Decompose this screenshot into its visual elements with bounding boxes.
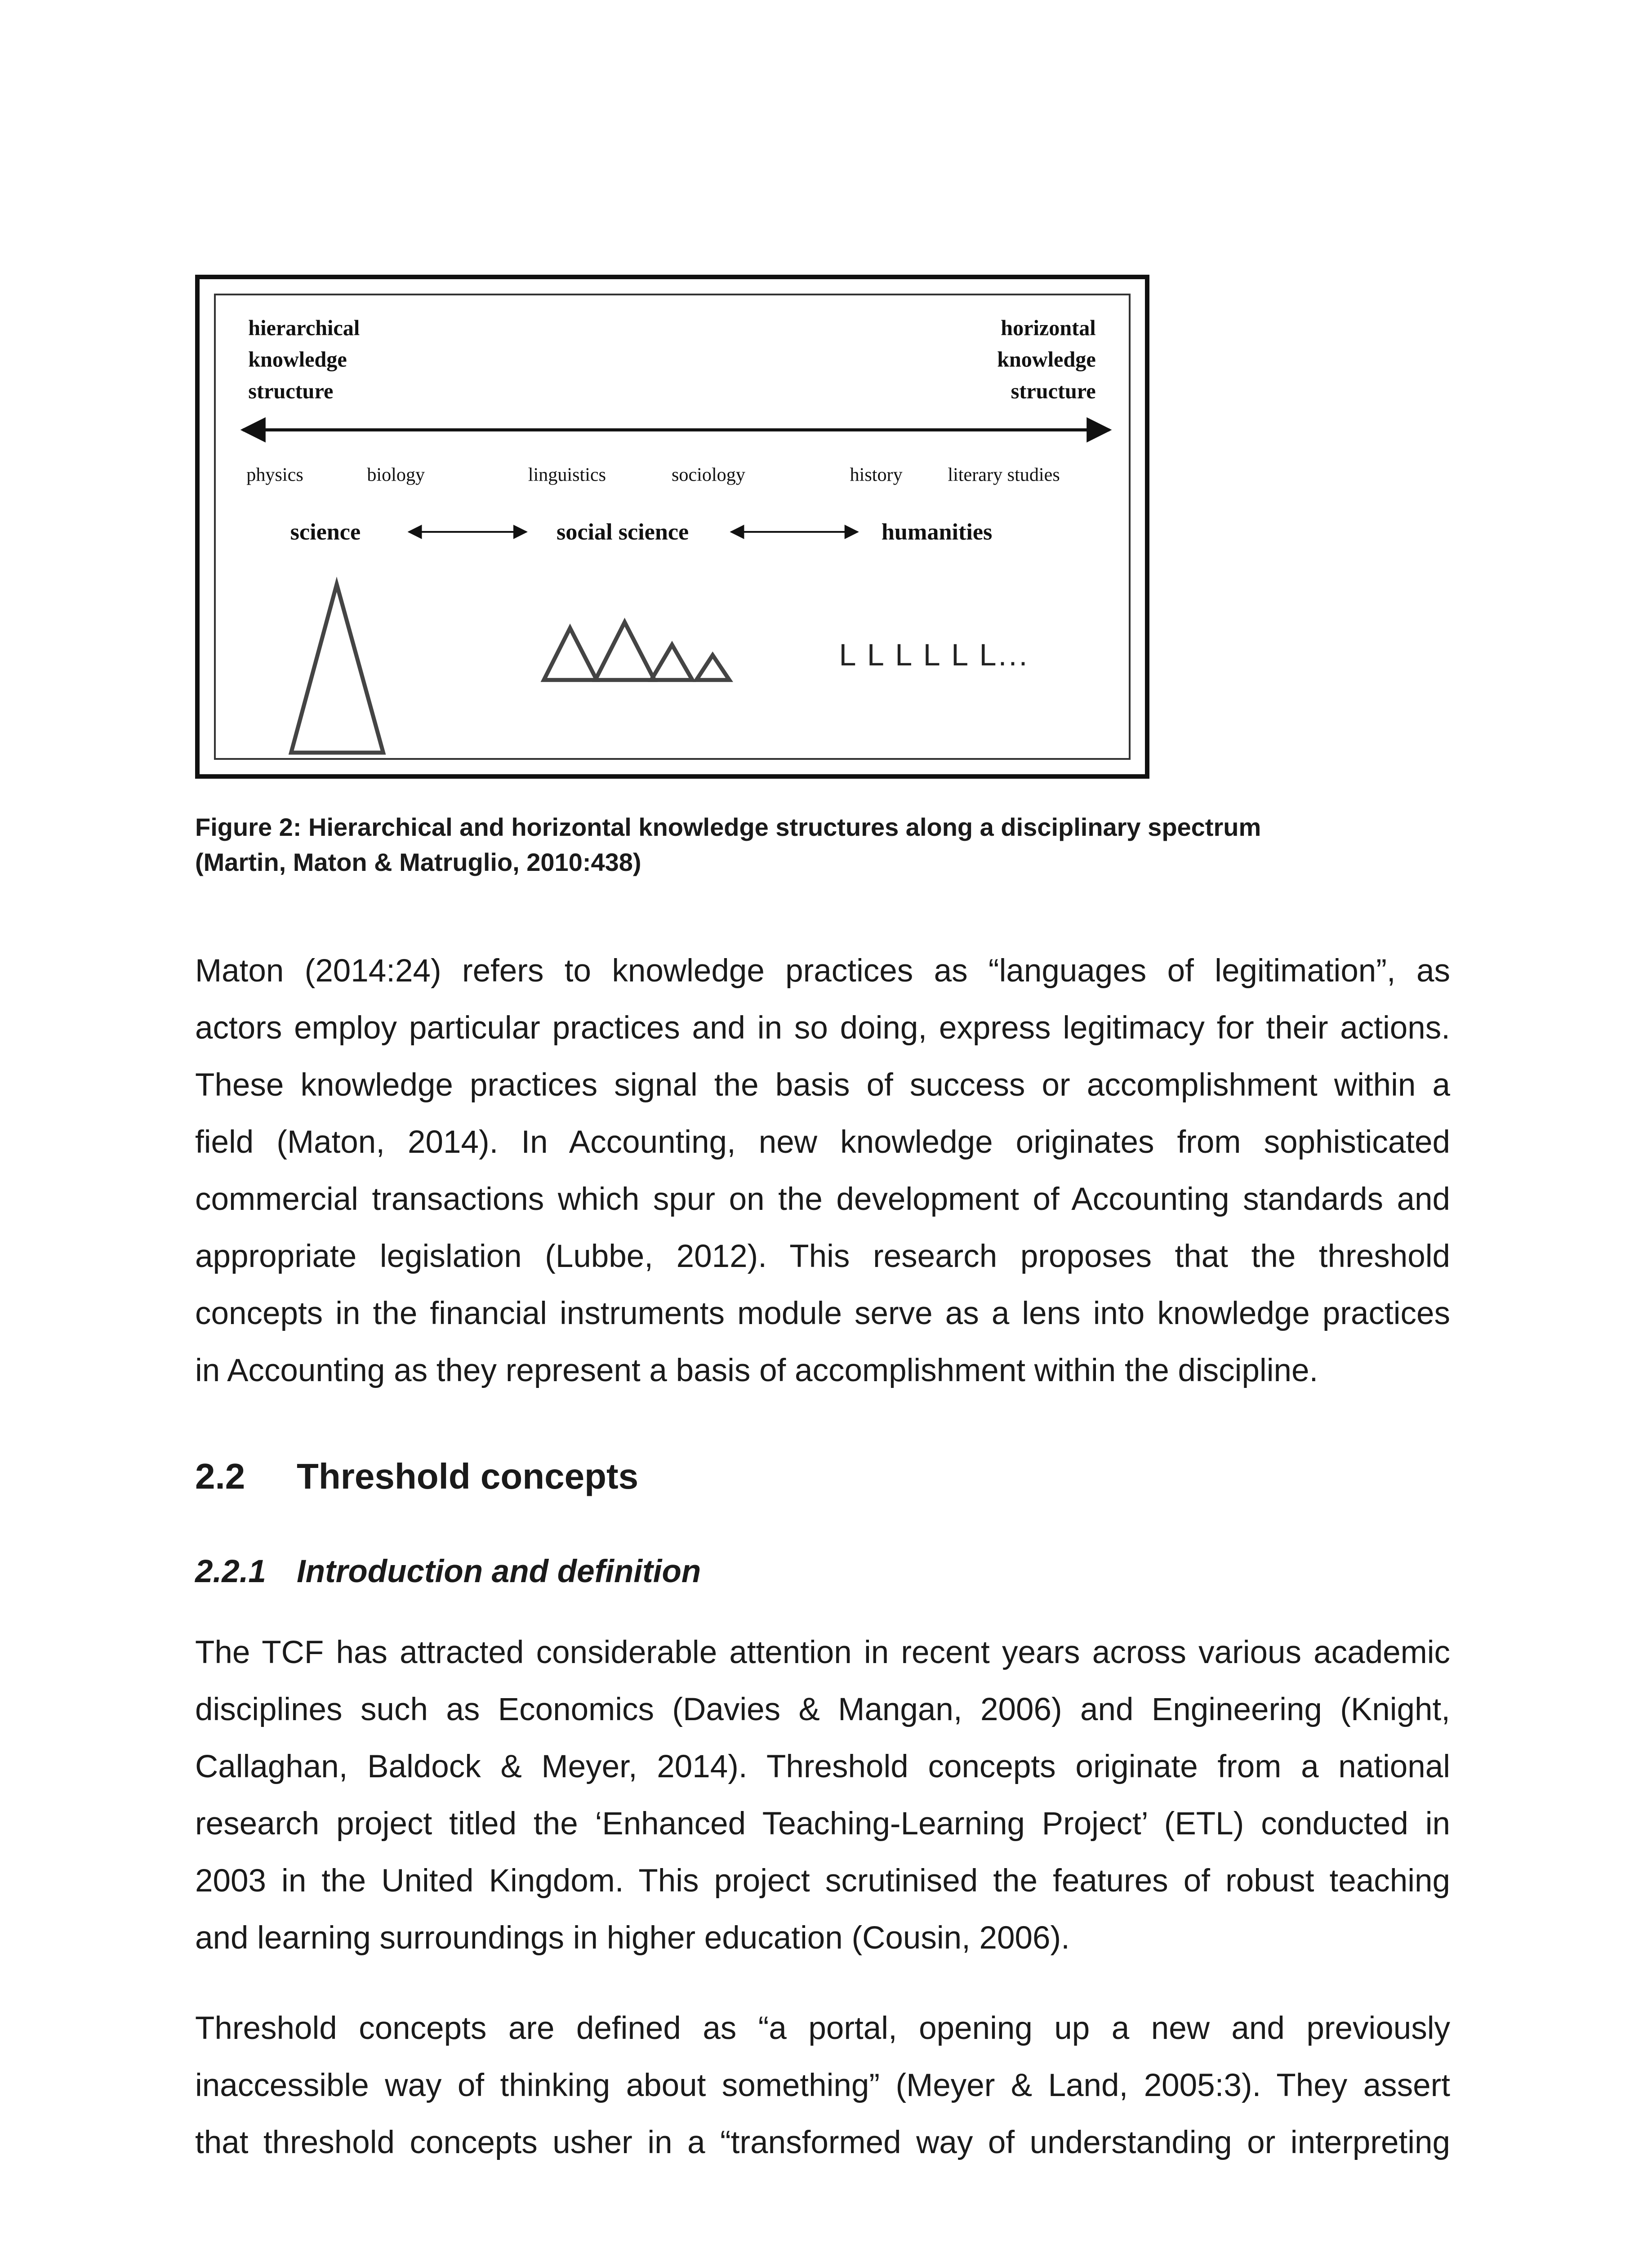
social-triangle-1 — [544, 628, 597, 680]
social-science-triangles — [544, 622, 730, 680]
text-line: Callaghan, Baldock & Meyer, 2014). Threshold concepts originate from a national — [195, 1749, 1450, 1784]
subsection-title: Introduction and definition — [297, 1554, 701, 1589]
figure-inner-border — [214, 294, 1131, 760]
text-line: commercial transactions which spur on the development of Accounting standards and — [195, 1182, 1450, 1217]
text-line: Threshold concepts are defined as “a portal, opening up a new and previously — [195, 2011, 1450, 2046]
text-line: and learning surroundings in higher education (Cousin, 2006). — [195, 1920, 1070, 1956]
discipline-literary-studies: literary studies — [948, 464, 1060, 486]
social-triangle-4 — [696, 655, 729, 680]
right-heading-line3: structure — [1011, 379, 1096, 403]
social-triangle-3 — [651, 645, 692, 680]
knowledge-structures-diagram — [216, 295, 1129, 758]
subsection-heading — [195, 1553, 701, 1590]
text-line: 2003 in the United Kingdom. This project scrutinised the features of robust teaching — [195, 1863, 1450, 1899]
social-triangle-2 — [595, 622, 655, 680]
text-line: concepts in the financial instruments module serve as a lens into knowledge practices — [195, 1296, 1450, 1331]
text-line: in Accounting as they represent a basis of accomplishment within the discipline. — [195, 1353, 1318, 1388]
text-line: actors employ particular practices and in so doing, express legitimacy for their actions. — [195, 1010, 1450, 1046]
field-science: science — [290, 519, 361, 545]
section-title: Threshold concepts — [297, 1456, 639, 1496]
paragraph-definition — [195, 2000, 1450, 2171]
humanities-segments: L L L L L L... — [839, 638, 1029, 673]
text-line: disciplines such as Economics (Davies & Mangan, 2006) and Engineering (Knight, — [195, 1692, 1450, 1727]
text-line: that threshold concepts usher in a “transformed way of understanding or interpreting — [195, 2125, 1450, 2160]
right-heading-line2: knowledge — [997, 348, 1096, 372]
text-line: appropriate legislation (Lubbe, 2012). This research proposes that the threshold — [195, 1239, 1450, 1274]
text-line: Maton (2014:24) refers to knowledge practices as “languages of legitimation”, as — [195, 953, 1450, 989]
discipline-biology: biology — [367, 464, 425, 486]
text-line: These knowledge practices signal the basis of success or accomplishment within a — [195, 1067, 1450, 1103]
field-humanities: humanities — [881, 519, 993, 545]
right-heading-line1: horizontal — [1001, 316, 1096, 340]
discipline-physics: physics — [246, 464, 303, 486]
text-line: field (Maton, 2014). In Accounting, new knowledge originates from sophisticated — [195, 1124, 1450, 1160]
text-line: inaccessible way of thinking about something” (Meyer & Land, 2005:3). They assert — [195, 2068, 1450, 2103]
caption-line-2: (Martin, Maton & Matruglio, 2010:438) — [195, 848, 641, 876]
text-line: research project titled the ‘Enhanced Teaching-Learning Project’ (ETL) conducted in — [195, 1806, 1450, 1842]
field-social-science: social science — [556, 519, 689, 545]
left-heading-line2: knowledge — [248, 348, 347, 372]
paragraph-tcf — [195, 1624, 1450, 1967]
left-heading-line3: structure — [248, 379, 334, 403]
section-heading — [195, 1456, 638, 1497]
discipline-sociology: sociology — [671, 464, 745, 486]
discipline-linguistics: linguistics — [528, 464, 606, 486]
paragraph-maton — [195, 942, 1450, 1399]
section-number: 2.2 — [195, 1456, 245, 1496]
text-line: The TCF has attracted considerable attention in recent years across various academic — [195, 1635, 1450, 1670]
figure-caption — [195, 810, 1449, 880]
left-heading-line1: hierarchical — [248, 316, 360, 340]
discipline-history: history — [850, 464, 903, 486]
subsection-number: 2.2.1 — [195, 1554, 266, 1589]
figure-knowledge-structures — [195, 275, 1149, 779]
caption-line-1: Figure 2: Hierarchical and horizontal knowledge structures along a disciplinary spectrum — [195, 813, 1261, 841]
hierarchical-triangle — [291, 584, 383, 753]
